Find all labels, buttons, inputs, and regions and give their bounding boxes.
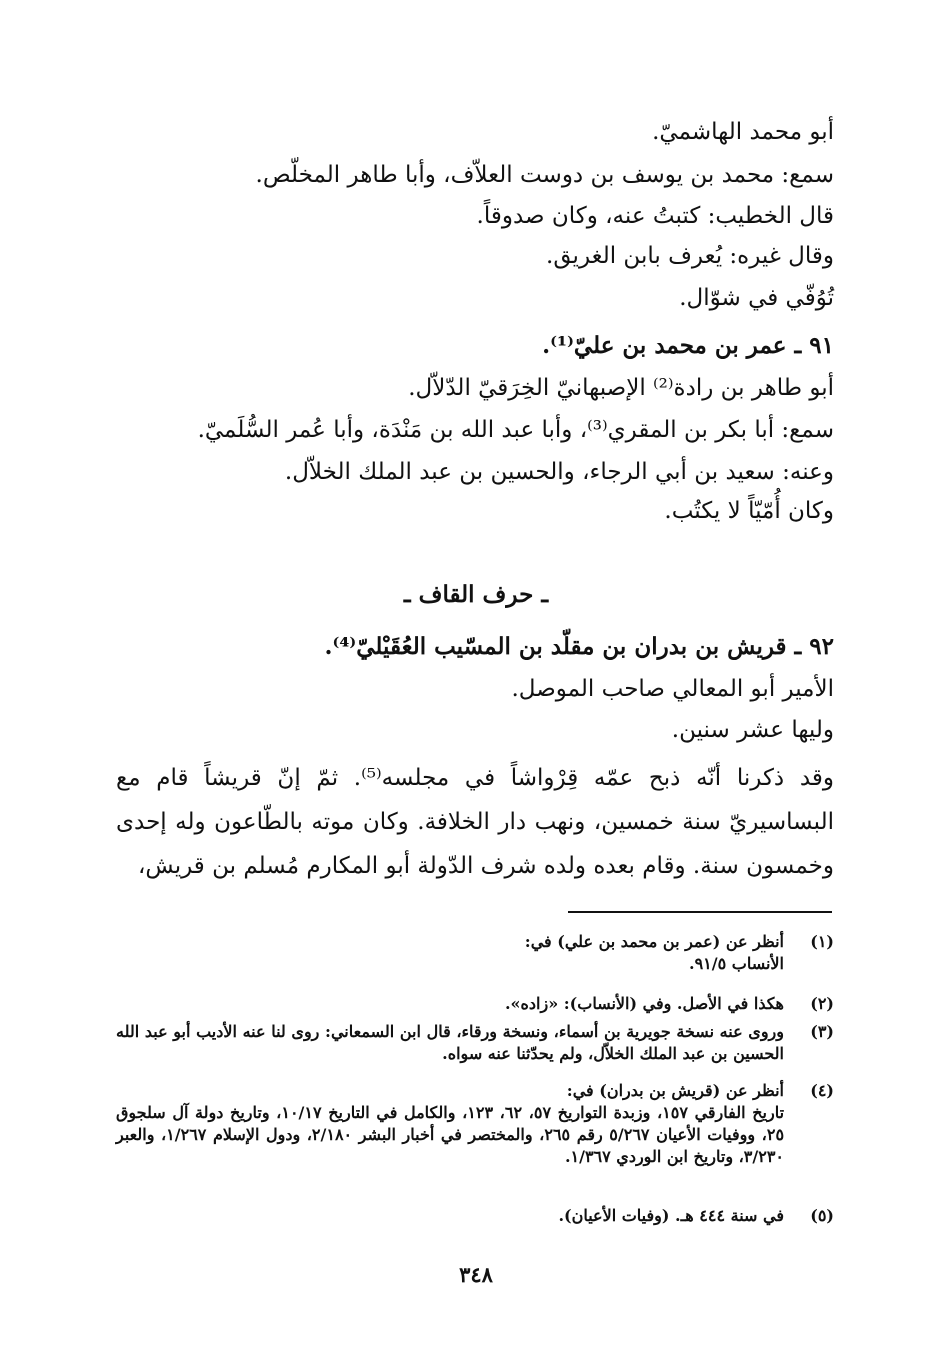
footnote bbox=[116, 1205, 834, 1227]
text-line: سمع: محمد بن يوسف بن دوست العلاّف، وأبا طاهر المخلّص. bbox=[255, 162, 834, 188]
entry-title: ٩١ ـ عمر بن محمد بن عليّ⁽¹⁾. bbox=[542, 332, 834, 359]
text-line: قال الخطيب: كتبتُ عنه، وكان صدوقاً. bbox=[476, 203, 834, 229]
footnote-text: الأنساب ٩١/٥. bbox=[688, 954, 784, 973]
text-line: وكان أُمّيّاً لا يكتُب. bbox=[664, 498, 834, 524]
text-line: وقال غيره: يُعرف بابن الغريق. bbox=[546, 243, 834, 269]
footnote-number: (٣) bbox=[810, 1022, 834, 1041]
text-line: تُوُفّي في شوّال. bbox=[679, 285, 834, 311]
footnote-text: هكذا في الأصل. وفي (الأنساب): «زاده». bbox=[504, 994, 784, 1013]
footnote-text: أنظر عن (عمر بن محمد بن علي) في: bbox=[524, 932, 784, 951]
footnote-number: (٥) bbox=[810, 1206, 834, 1225]
footnote bbox=[116, 931, 834, 975]
footnote-number: (٢) bbox=[810, 994, 834, 1013]
text-line: سمع: أبا بكر بن المقري⁽³⁾، وأبا عبد الله بن مَنْدَة، وأبا عُمر السُّلَميّ. bbox=[197, 417, 834, 443]
footnote bbox=[116, 993, 834, 1015]
footnote-number: (٤) bbox=[810, 1081, 834, 1100]
footnote-number: (١) bbox=[810, 932, 834, 951]
text-line: وعنه: سعيد بن أبي الرجاء، والحسين بن عبد الملك الخلاّل. bbox=[284, 459, 834, 485]
body-paragraph: وقد ذكرنا أنّه ذبح عمّه قِرْواشاً في مجلسه⁽⁵⁾. ثمّ إنّ قريشاً قام مع البساسيريّ سنة خمسين، ونهب دار الخلافة. وكان موته بالطّاعون وله إحدى وخمسون سنة. وقام بعده ولده شرف الدّولة أبو المكارم مُسلم بن قريش، bbox=[116, 765, 835, 879]
section-heading: ـ حرف القاف ـ bbox=[403, 581, 549, 608]
entry-title: ٩٢ ـ قريش بن بدران بن مقلّد بن المسّيب العُقَيْليّ⁽⁴⁾. bbox=[324, 633, 834, 660]
footnote-text: وروى عنه نسخة جويرية بن أسماء، ونسخة ورقاء، قال ابن السمعاني: روى لنا عنه الأديب أبو عبد الله الحسين بن عبد الملك الخلاّل، ولم يحدّثنا عنه سواه. bbox=[116, 1022, 784, 1063]
footnote bbox=[116, 1080, 834, 1168]
footnote-text: في سنة ٤٤٤ هـ. (وفيات الأعيان). bbox=[558, 1206, 784, 1225]
text-line: الأمير أبو المعالي صاحب الموصل. bbox=[511, 676, 834, 702]
text-line: وليها عشر سنين. bbox=[671, 717, 834, 743]
footnote bbox=[116, 1021, 834, 1065]
footnote-text: أنظر عن (قريش بن بدران) في: bbox=[566, 1081, 784, 1100]
text-line: أبو محمد الهاشميّ. bbox=[652, 119, 834, 145]
text-line: أبو طاهر بن رادة⁽²⁾ الإصبهانيّ الخِرَقيّ الدّلاّل. bbox=[408, 375, 834, 401]
page-number: ٣٤٨ bbox=[459, 1262, 493, 1287]
footnote-separator bbox=[568, 911, 832, 913]
footnote-text: تاريخ الفارقي ١٥٧، وزبدة التواريخ ٥٧، ٦٢، ١٢٣، والكامل في التاريخ ١٠/١٧، وتاريخ دولة آل سلجوق ٢٥، ووفيات الأعيان ٥/٢٦٧ رقم ٢٦٥، والمختصر في أخبار البشر ٢/١٨٠، ودول الإسلام ١/٢٦٧، والعبر ٣/٢٣٠، وتاريخ ابن الوردي ١/٣٦٧. bbox=[116, 1103, 785, 1166]
